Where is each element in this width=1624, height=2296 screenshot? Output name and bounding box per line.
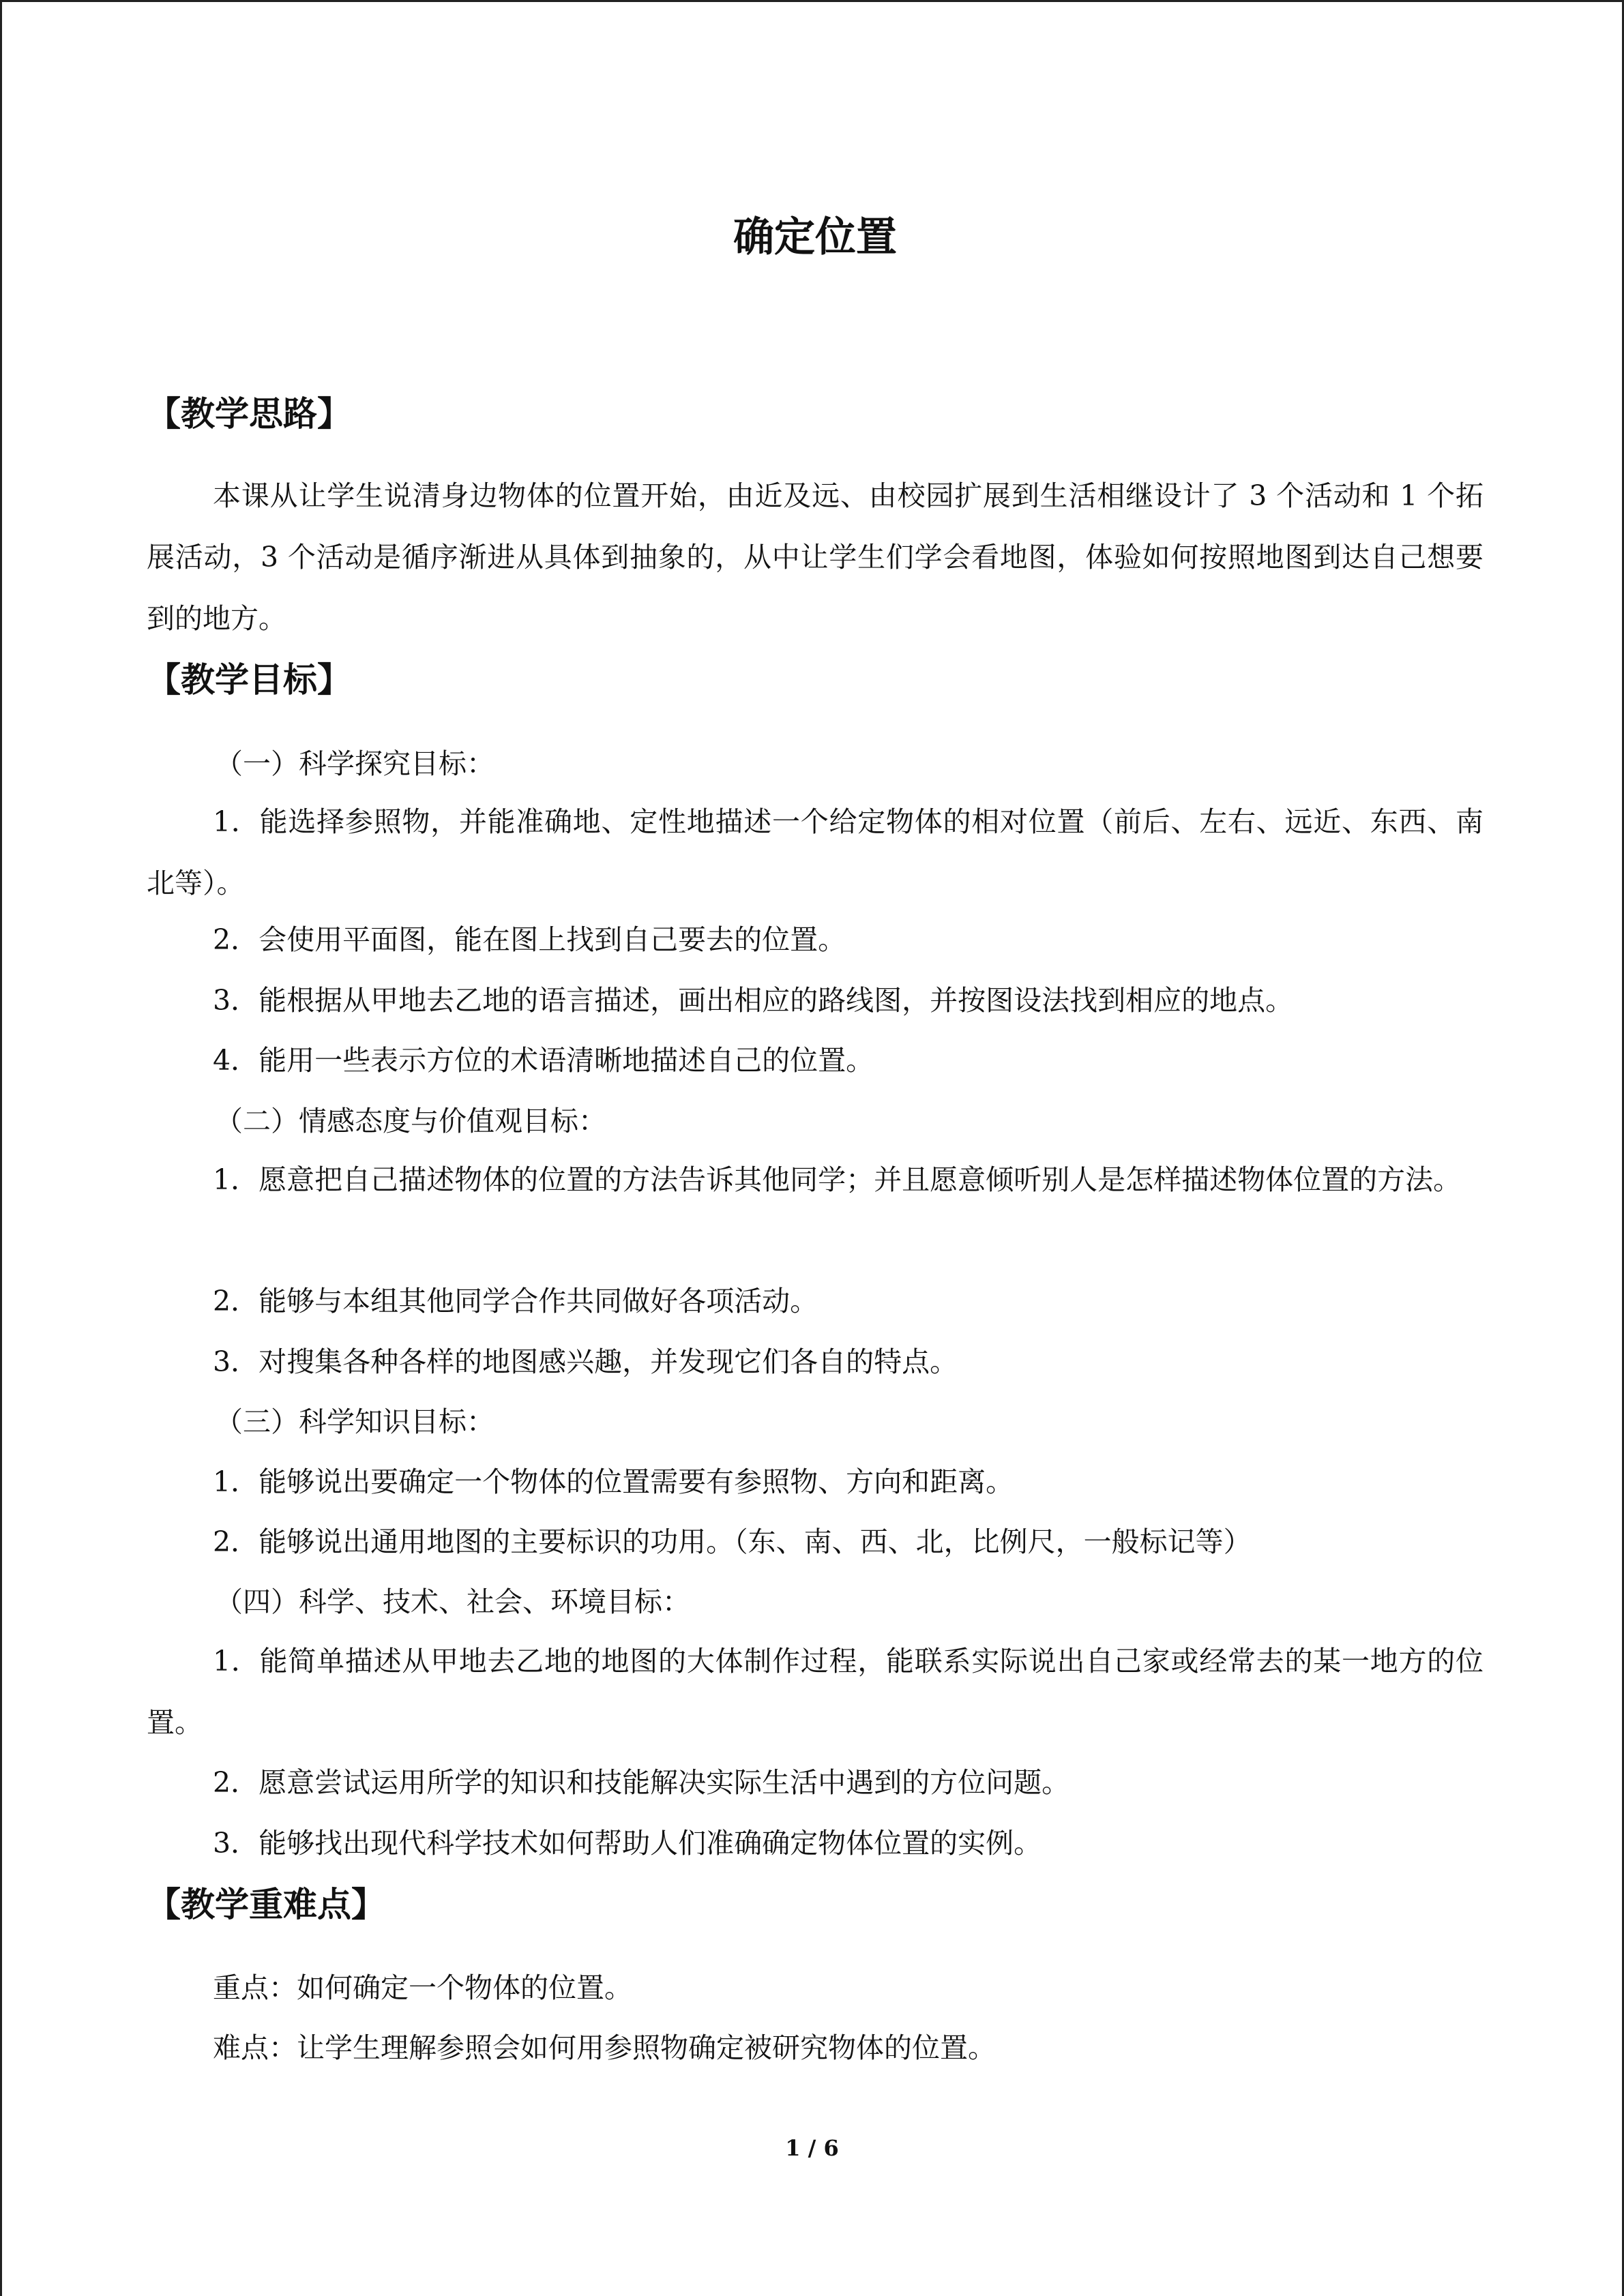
subheading-science-inquiry: （一）科学探究目标： [215,747,494,780]
goal-item: 1．能选择参照物，并能准确地、定性地描述一个给定物体的相对位置（前后、左右、远近、东西、南北等）。 [147,805,1483,899]
goal-item: 2．愿意尝试运用所学的知识和技能解决实际生活中遇到的方位问题。 [213,1766,1070,1799]
goal-item: 3．能够找出现代科学技术如何帮助人们准确确定物体位置的实例。 [213,1827,1042,1860]
section-heading-teaching-idea: 【教学思路】 [147,394,351,434]
document-title: 确定位置 [733,213,897,261]
goal-item: 1．能够说出要确定一个物体的位置需要有参照物、方向和距离。 [213,1465,1014,1498]
goal-item: 2．会使用平面图，能在图上找到自己要去的位置。 [213,923,846,956]
section-heading-key-difficult-points: 【教学重难点】 [147,1885,385,1924]
goal-item: 2．能够说出通用地图的主要标识的功用。（东、南、西、北，比例尺，一般标记等） [213,1525,1252,1558]
goal-item: 1．能简单描述从甲地去乙地的地图的大体制作过程，能联系实际说出自己家或经常去的某一地方的位置。 [147,1645,1483,1739]
difficult-point: 难点：让学生理解参照会如何用参照物确定被研究物体的位置。 [213,2031,996,2064]
section-heading-teaching-goals: 【教学目标】 [147,660,351,700]
subheading-science-knowledge: （三）科学知识目标： [215,1405,494,1438]
teaching-idea-paragraph: 本课从让学生说清身边物体的位置开始，由近及远、由校园扩展到生活相继设计了 3 个活动和 1 个拓展活动，3 个活动是循序渐进从具体到抽象的，从中让学生们学会看地图，体验如何按照地图到达自己想要到的地方。 [147,479,1483,635]
page-number: 1 / 6 [785,2135,839,2161]
subheading-emotion-values: （二）情感态度与价值观目标： [215,1105,606,1137]
subheading-sts: （四）科学、技术、社会、环境目标： [215,1585,690,1618]
goal-item: 3．对搜集各种各样的地图感兴趣，并发现它们各自的特点。 [213,1345,958,1378]
goal-item: 3．能根据从甲地去乙地的语言描述，画出相应的路线图，并按图设法找到相应的地点。 [213,984,1294,1017]
goal-item: 2．能够与本组其他同学合作共同做好各项活动。 [213,1285,818,1317]
goal-item: 1．愿意把自己描述物体的位置的方法告诉其他同学；并且愿意倾听别人是怎样描述物体位置的方法。 [213,1163,1462,1196]
goal-item: 4．能用一些表示方位的术语清晰地描述自己的位置。 [213,1044,874,1077]
key-point: 重点：如何确定一个物体的位置。 [213,1971,632,2004]
